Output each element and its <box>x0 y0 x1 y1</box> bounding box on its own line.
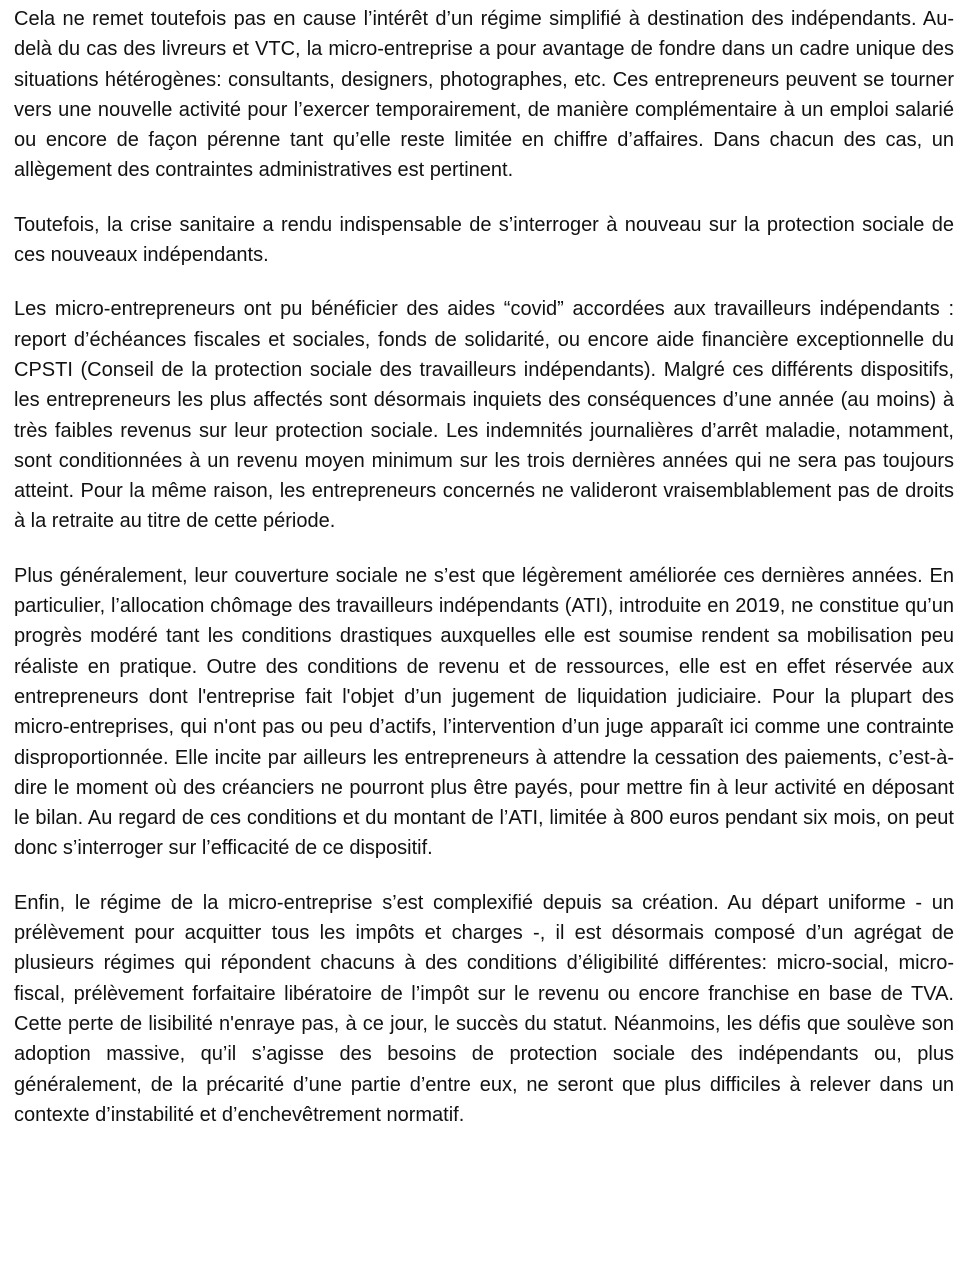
paragraph-complexification: Enfin, le régime de la micro-entreprise s’est complexifié depuis sa création. Au départ uniforme - un prélèvement pour acquitter tous les impôts et charges -, il est désormais composé d’un agrégat de plusieurs régimes qui répondent chacuns à des conditions d’éligibilité différentes: micro-social, micro-fiscal, prélèvement forfaitaire libératoire de l’impôt sur le revenu ou encore franchise en base de TVA. Cette perte de lisibilité n'enraye pas, à ce jour, le succès du statut. Néanmoins, les défis que soulève son adoption massive, qu’il s’agisse des besoins de protection sociale des indépendants ou, plus généralement, de la précarité d’une partie d’entre eux, ne seront que plus difficiles à relever dans un contexte d’instabilité et d’enchevêtrement normatif. <box>14 891 954 1126</box>
document-body <box>14 4 954 1154</box>
paragraph-regime-simplifie: Cela ne remet toutefois pas en cause l’intérêt d’un régime simplifié à destination des indépendants. Au-delà du cas des livreurs et VTC, la micro-entreprise a pour avantage de fondre dans un cadre unique des situations hétérogènes: consultants, designers, photographes, etc. Ces entrepreneurs peuvent se tourner vers une nouvelle activité pour l’exercer temporairement, de manière complémentaire à un emploi salarié ou encore de façon pérenne tant qu’elle reste limitée en chiffre d’affaires. Dans chacun des cas, un allègement des contraintes administratives est pertinent. <box>14 8 954 182</box>
paragraph-aides-covid: Les micro-entrepreneurs ont pu bénéficier des aides “covid” accordées aux travailleurs indépendants : report d’échéances fiscales et sociales, fonds de solidarité, ou encore aide financière exceptionnelle du CPSTI (Conseil de la protection sociale des travailleurs indépendants). Malgré ces différents dispositifs, les entrepreneurs les plus affectés sont désormais inquiets des conséquences d’une année (au moins) à très faibles revenus sur leur protection sociale. Les indemnités journalières d’arrêt maladie, notamment, sont conditionnées à un revenu moyen minimum sur les trois dernières années qui ne sera pas toujours atteint. Pour la même raison, les entrepreneurs concernés ne valideront vraisemblablement pas de droits à la retraite au titre de cette période. <box>14 298 954 533</box>
paragraph-couverture-sociale: Plus généralement, leur couverture sociale ne s’est que légèrement améliorée ces dernières années. En particulier, l’allocation chômage des travailleurs indépendants (ATI), introduite en 2019, ne constitue qu’un progrès modéré tant les conditions drastiques auxquelles elle est soumise rendent sa mobilisation peu réaliste en pratique. Outre des conditions de revenu et de ressources, elle est en effet réservée aux entrepreneurs dont l'entreprise fait l'objet d’un jugement de liquidation judiciaire. Pour la plupart des micro-entreprises, qui n'ont pas ou peu d’actifs, l’intervention d’un juge apparaît ici comme une contrainte disproportionnée. Elle incite par ailleurs les entrepreneurs à attendre la cessation des paiements, c’est-à-dire le moment où des créanciers ne pourront plus être payés, pour mettre fin à leur activité en déposant le bilan. Au regard de ces conditions et du montant de l’ATI, limitée à 800 euros pendant six mois, on peut donc s’interroger sur l’efficacité de ce dispositif. <box>14 564 954 860</box>
paragraph-crise-sanitaire: Toutefois, la crise sanitaire a rendu indispensable de s’interroger à nouveau sur la protection sociale de ces nouveaux indépendants. <box>14 213 954 267</box>
